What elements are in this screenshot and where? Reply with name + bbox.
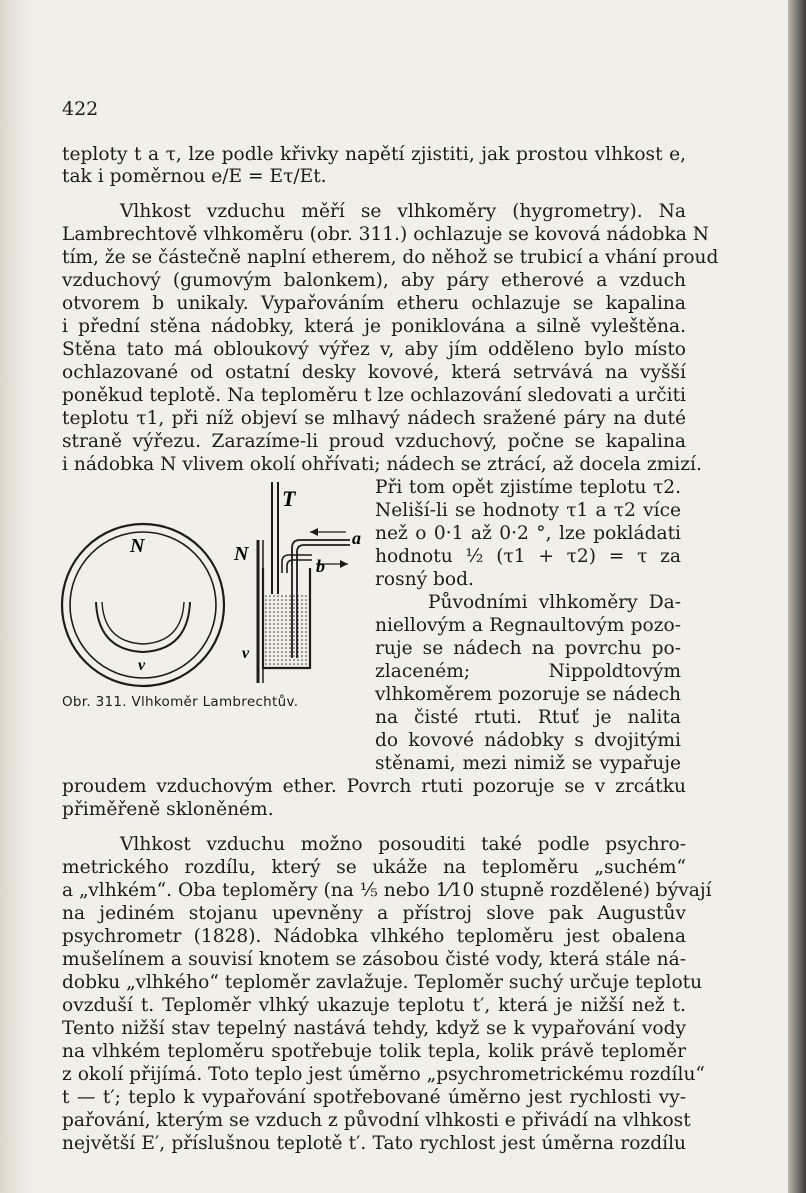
text-line: vzduchový (gumovým balonkem), aby páry etherové a vzduch: [62, 270, 686, 291]
text-line: z okolí přijímá. Toto teplo jest úměrno „psychrometrickému rozdílu“: [62, 1064, 705, 1085]
text-line: hodnotu ½ (τ1 + τ2) = τ za: [375, 546, 681, 567]
text-line: stěnami, mezi nimiž se vypařuje: [375, 753, 681, 774]
text-line: Tento nižší stav tepelný nastává tehdy, když se k vypařování vody: [62, 1018, 686, 1039]
text-line: na čisté rtuti. Rtuť je nalita: [375, 707, 681, 728]
text-line: psychrometr (1828). Nádobka vlhkého teploměru jest obalena: [62, 926, 686, 947]
text-line: straně výřezu. Zarazíme-li proud vzduchový, počne se kapalina: [62, 431, 686, 452]
text-line: Vlhkost vzduchu možno posouditi také podle psychro-: [120, 834, 686, 855]
page-number: 422: [62, 98, 99, 120]
text-line: teplotu τ1, při níž objeví se mlhavý nádech sražené páry na duté: [62, 408, 686, 429]
text-line: a „vlhkém“. Oba teploměry (na ⅕ nebo 1⁄10 stupně rozdělené) bývají: [62, 880, 712, 901]
label-N-right: N: [234, 543, 249, 565]
figure-front-view: [58, 520, 228, 690]
text-line: niellovým a Regnaultovým pozo-: [375, 615, 681, 636]
text-line: než o 0·1 až 0·2 °, lze pokládati: [375, 523, 681, 544]
text-line: vlhkoměrem pozoruje se nádech: [375, 684, 681, 705]
text-line: na vlhkém teploměru spotřebuje tolik tepla, kolik právě teploměr: [62, 1041, 686, 1062]
text-line: Neliší-li se hodnoty τ1 a τ2 více: [375, 500, 681, 521]
text-line: pařování, kterým se vzduch z původní vlhkosti e přivádí na vlhkost: [62, 1110, 691, 1131]
text-line: Stěna tato má obloukový výřez v, aby jím odděleno bylo místo: [62, 339, 686, 360]
text-line: Původními vlhkoměry Da-: [428, 592, 681, 613]
label-v-left: v: [138, 657, 146, 674]
text-line: největší E′, příslušnou teplotě t′. Tato rychlost jest úměrna rozdílu: [62, 1133, 686, 1154]
text-line: proudem vzduchovým ether. Povrch rtuti pozoruje se v zrcátku: [62, 776, 686, 797]
label-a: a: [352, 528, 361, 548]
figure-side-view: [232, 478, 372, 694]
text-line: dobku „vlhkého“ teploměr zavlažuje. Teploměr suchý určuje teplotu: [62, 972, 703, 993]
text-line: ruje se nádech na povrchu po-: [375, 638, 681, 659]
text-line: t — t′; teplo k vypařování spotřebované úměrno jest rychlosti vy-: [62, 1087, 686, 1108]
label-N-left: N: [130, 535, 145, 557]
scan-edge: [788, 0, 806, 1193]
label-v-right: v: [242, 645, 250, 662]
text-line: rosný bod.: [375, 569, 474, 590]
text-line: Při tom opět zjistíme teplotu τ2.: [375, 477, 681, 498]
text-line: Vlhkost vzduchu měří se vlhkoměry (hygrometry). Na: [120, 201, 686, 222]
text-line: otvorem b unikaly. Vypařováním etheru ochlazuje se kapalina: [62, 293, 686, 314]
text-line: teploty t a τ, lze podle křivky napětí zjistiti, jak prostou vlhkost e,: [62, 144, 686, 165]
text-line: tak i poměrnou e/E = Eτ/Et.: [62, 166, 327, 187]
text-line: zlaceném; Nippoldtovým: [375, 661, 681, 682]
text-line: poněkud teplotě. Na teploměru t lze ochlazování sledovati a určiti: [62, 385, 686, 406]
text-line: tím, že se částečně naplní etherem, do něhož se trubicí a vhání proud: [62, 247, 719, 268]
text-line: ovzduší t. Teploměr vlhký ukazuje teplotu t′, která je nižší než t.: [62, 995, 686, 1016]
label-b: b: [316, 556, 325, 576]
text-line: přiměřeně skloněném.: [62, 799, 274, 820]
text-line: mušelínem a souvisí knotem se zásobou čisté vody, která stále ná-: [62, 949, 686, 970]
text-line: metrického rozdílu, který se ukáže na teploměru „suchém“: [62, 857, 686, 878]
scan-shadow: [0, 0, 30, 1193]
text-line: na jediném stojanu upevněny a přístroj slove pak Augustův: [62, 903, 686, 924]
figure-caption: Obr. 311. Vlhkoměr Lambrechtův.: [62, 694, 299, 710]
text-line: Lambrechtově vlhkoměru (obr. 311.) ochlazuje se kovová nádobka N: [62, 224, 709, 245]
text-line: i nádobka N vlivem okolí ohřívati; nádech se ztrácí, až docela zmizí.: [62, 454, 702, 475]
text-line: ochlazované od ostatní desky kovové, která setrvává na vyšší: [62, 362, 686, 383]
label-T: T: [282, 486, 296, 511]
text-line: i přední stěna nádobky, která je poniklována a silně vyleštěna.: [62, 316, 686, 337]
text-line: do kovové nádobky s dvojitými: [375, 730, 681, 751]
